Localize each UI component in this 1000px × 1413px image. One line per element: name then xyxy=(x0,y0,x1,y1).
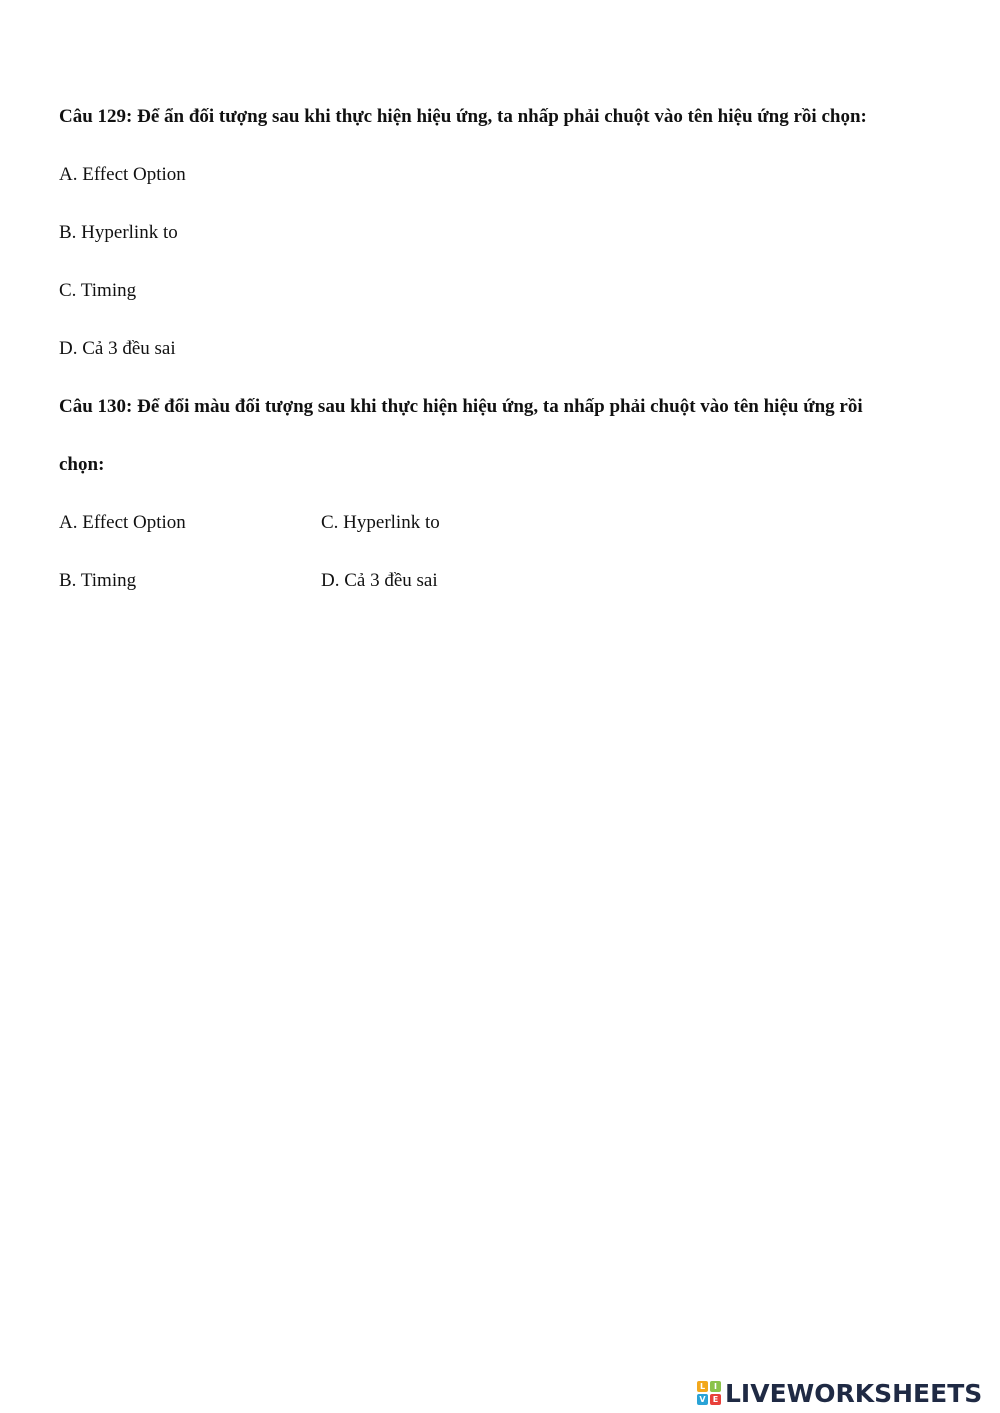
question-129-option-a: A. Effect Option xyxy=(59,164,186,185)
liveworksheets-logo-icon xyxy=(697,1381,721,1405)
question-130-text-line1: Câu 130: Để đổi màu đối tượng sau khi thực hiện hiệu ứng, ta nhấp phải chuột vào tên hiệu ứng rồi xyxy=(59,396,863,417)
question-129-option-d: D. Cả 3 đều sai xyxy=(59,338,176,359)
logo-cell-e: E xyxy=(710,1394,721,1405)
logo-cell-v: V xyxy=(697,1394,708,1405)
question-129-text: Câu 129: Để ẩn đối tượng sau khi thực hiện hiệu ứng, ta nhấp phải chuột vào tên hiệu ứng rồi chọn: xyxy=(59,106,867,127)
question-130-text-line2: chọn: xyxy=(59,454,105,475)
question-129-option-c: C. Timing xyxy=(59,280,137,301)
liveworksheets-logo-text: LIVEWORKSHEETS xyxy=(725,1378,983,1408)
liveworksheets-logo xyxy=(697,1378,982,1408)
logo-cell-i: I xyxy=(710,1381,721,1392)
question-130-option-c: C. Hyperlink to xyxy=(321,512,440,533)
question-129-option-b: B. Hyperlink to xyxy=(59,222,178,243)
question-130-option-a: A. Effect Option xyxy=(59,512,186,533)
question-130-option-d: D. Cả 3 đều sai xyxy=(321,570,438,591)
logo-cell-l: L xyxy=(697,1381,708,1392)
question-130-option-b: B. Timing xyxy=(59,570,137,591)
